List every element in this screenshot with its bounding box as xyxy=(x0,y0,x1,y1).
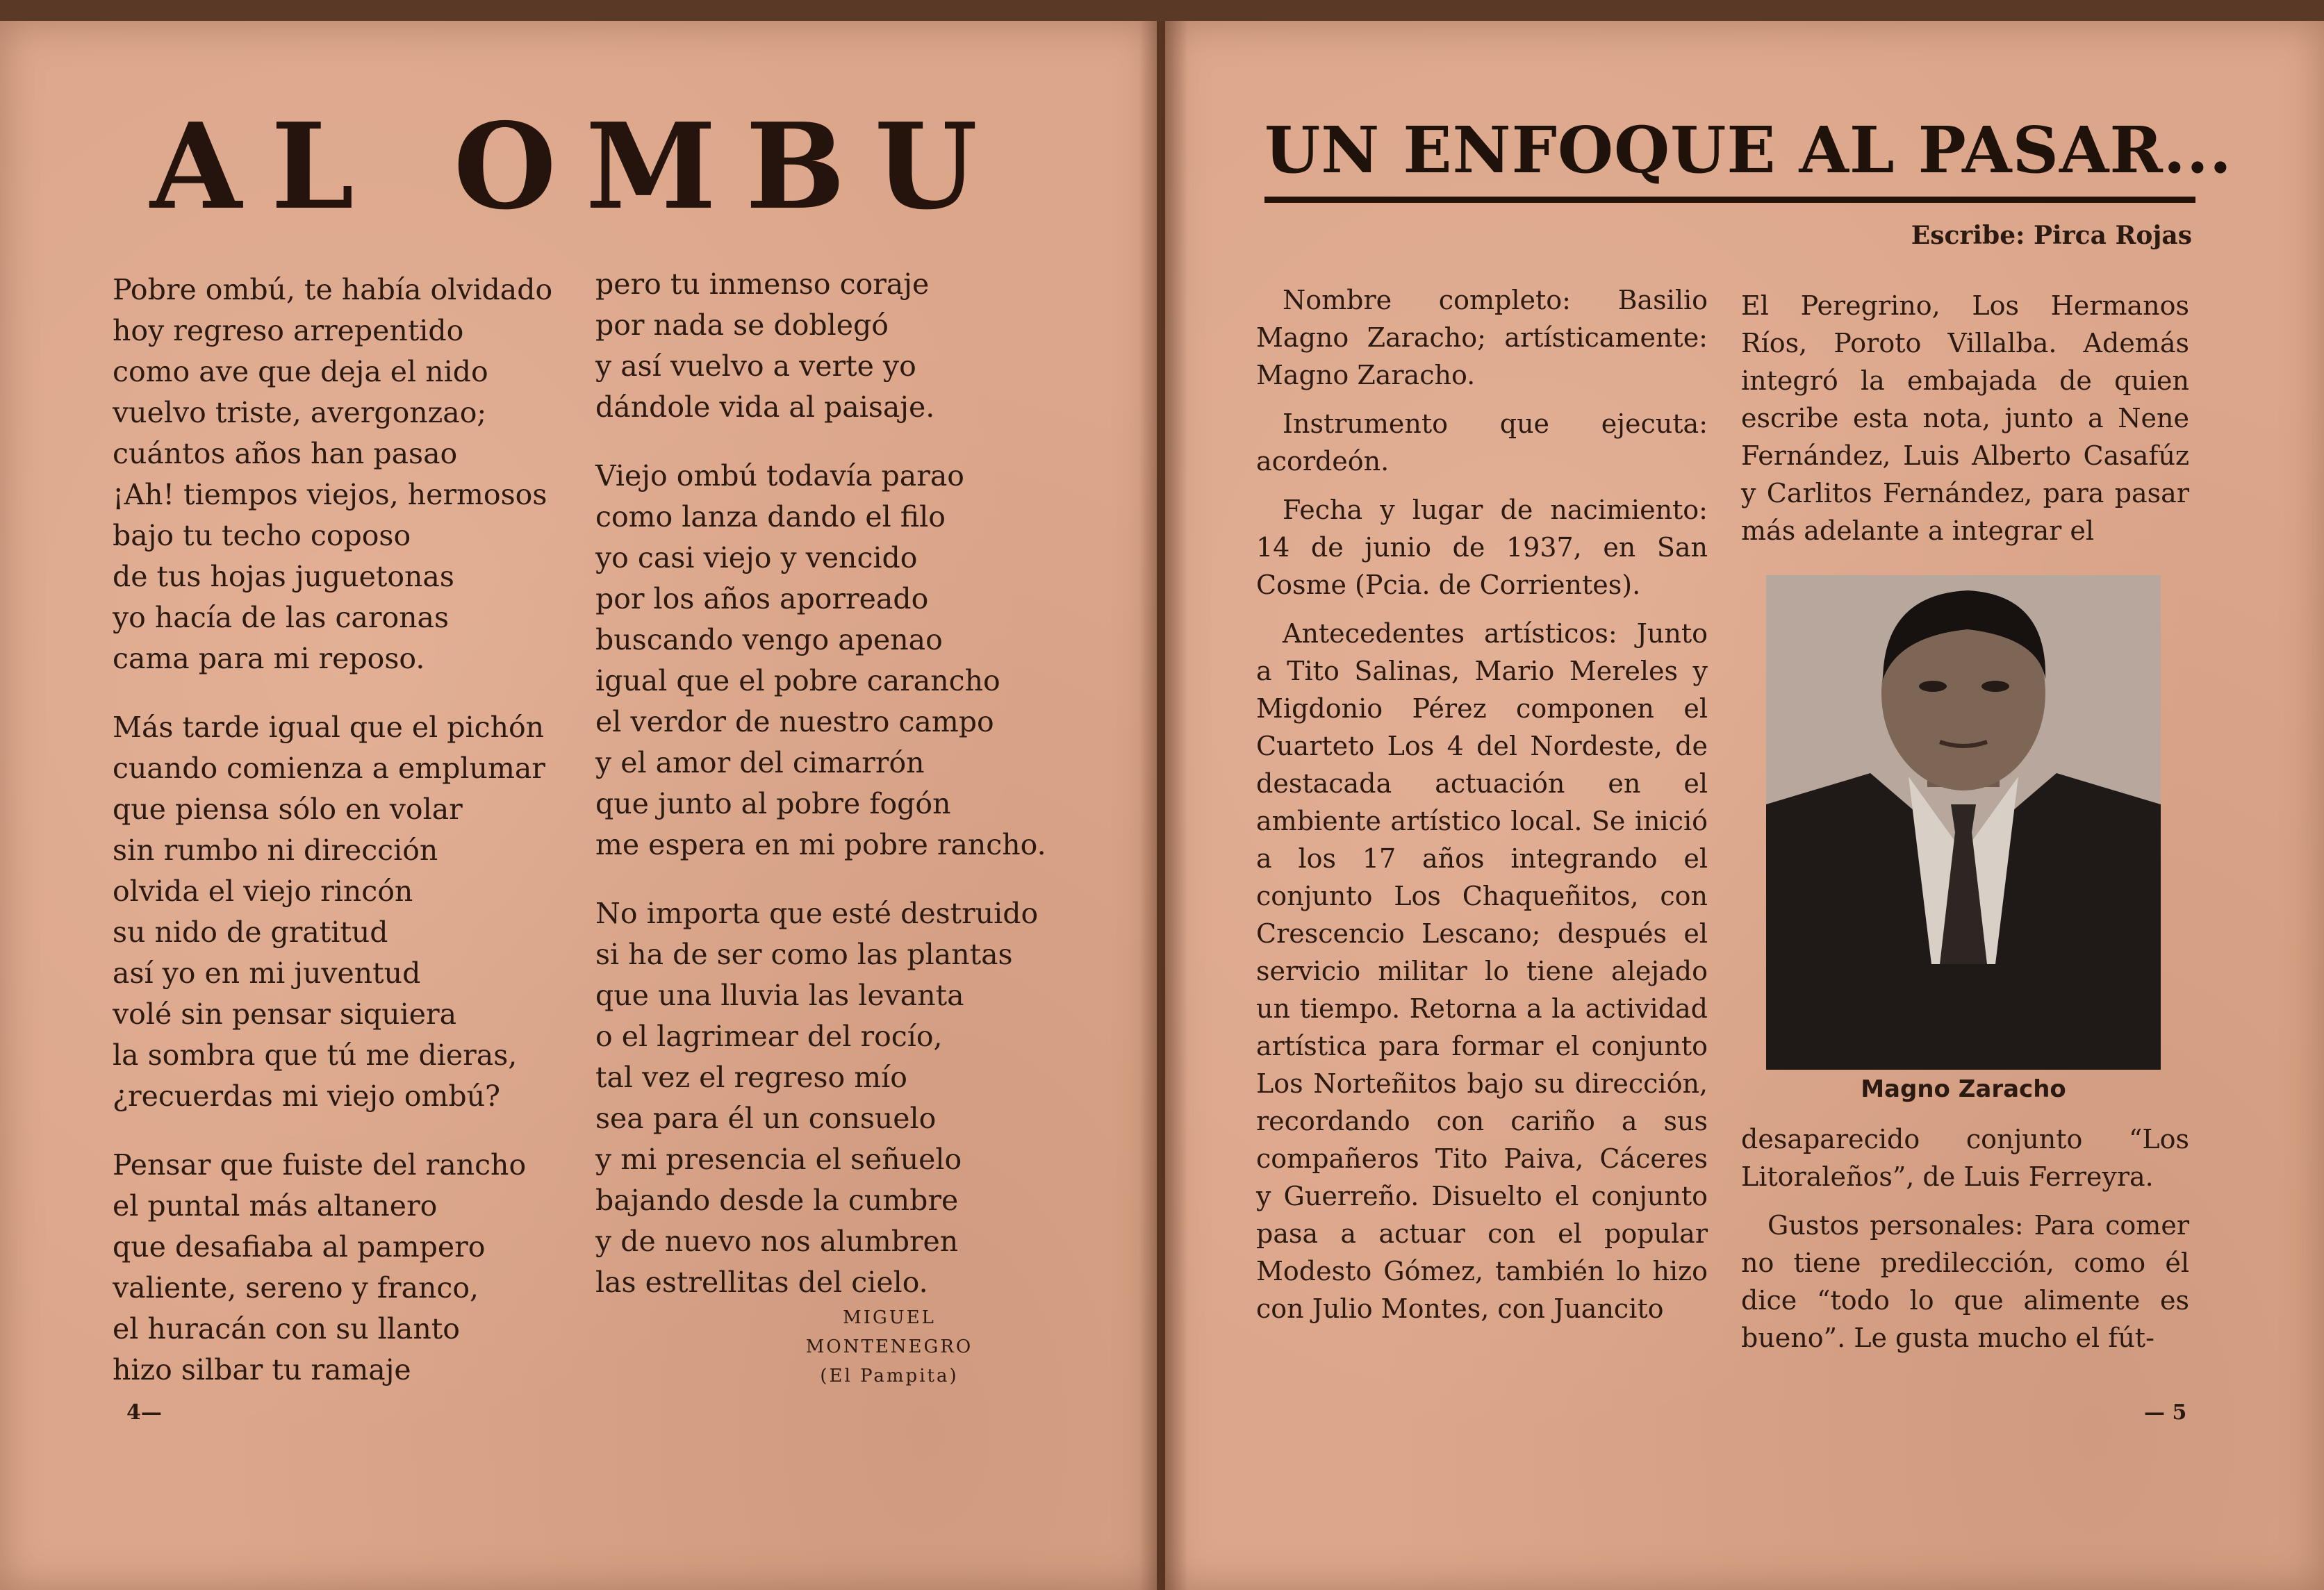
poem-line: Viejo ombú todavía parao xyxy=(595,459,964,492)
title-rule xyxy=(1264,197,2195,203)
article-column-1 xyxy=(1256,281,1708,1339)
article-paragraph: Antecedentes artísticos: Junto a Tito Salinas, Mario Mereles y Migdonio Pérez componen el Cuarteto Los 4 del Nordeste, de destacada actuación en el ambiente artístico local. Se inició a los 17 años integrando el conjunto Los Chaqueñitos, con Crescencio Lescano; después el servicio militar lo tiene alejado un tiempo. Retorna a la actividad artística para formar el conjunto Los Norteñitos bajo su dirección, recordando con cariño a sus compañeros Tito Paiva, Cáceres y Guerreño. Disuelto el conjunto pasa a actuar con el popular Modesto Gómez, también lo hizo con Julio Montes, con Juancito xyxy=(1256,618,1708,1324)
poem-signature xyxy=(785,1303,994,1391)
poem-line: dándole vida al paisaje. xyxy=(595,390,935,424)
poem-line: que junto al pobre fogón xyxy=(595,787,951,820)
article-byline: Escribe: Pirca Rojas xyxy=(1911,221,2192,250)
poem-line: yo hacía de las caronas xyxy=(113,601,450,634)
poem-stanza xyxy=(113,1145,552,1391)
poem-line: Pensar que fuiste del rancho xyxy=(113,1148,527,1182)
poem-line: por los años aporreado xyxy=(595,582,929,615)
poem-line: el puntal más altanero xyxy=(113,1189,438,1223)
poem-title: AL OMBU xyxy=(150,97,1007,236)
portrait-illustration xyxy=(1766,575,2161,1070)
poem-line: cuando comienza a emplumar xyxy=(113,752,545,785)
poem-line: bajo tu techo coposo xyxy=(113,519,411,552)
photo-caption: Magno Zaracho xyxy=(1861,1075,2066,1103)
poem-column-2 xyxy=(595,264,1046,1331)
poem-line: buscando vengo apenao xyxy=(595,623,943,656)
portrait-photo xyxy=(1766,575,2161,1070)
article-paragraph: Nombre completo: Basilio Magno Zaracho; artísticamente: Magno Zaracho. xyxy=(1256,285,1708,390)
poem-stanza xyxy=(595,264,1046,428)
poem-line: como ave que deja el nido xyxy=(113,355,488,388)
poem-line: que piensa sólo en volar xyxy=(113,793,463,826)
book-gutter xyxy=(1139,21,1188,1590)
poem-line: ¿recuerdas mi viejo ombú? xyxy=(113,1079,501,1113)
poem-line: que desafiaba al pampero xyxy=(113,1230,486,1264)
poem-line: las estrellitas del cielo. xyxy=(595,1266,928,1299)
page-number-left: 4— xyxy=(126,1400,162,1425)
poem-line: por nada se doblegó xyxy=(595,308,889,342)
poem-line: tal vez el regreso mío xyxy=(595,1061,907,1094)
poem-line: o el lagrimear del rocío, xyxy=(595,1020,943,1053)
poem-line: el huracán con su llanto xyxy=(113,1312,460,1345)
article-paragraph: El Peregrino, Los Hermanos Ríos, Poroto Villalba. Además integró la embajada de quien escribe esta nota, junto a Nene Fernández, Luis Alberto Casafúz y Carlitos Fernández, para pasar más adelante a integrar el xyxy=(1741,290,2189,546)
poem-line: vuelvo triste, avergonzao; xyxy=(113,396,487,429)
poem-line: cama para mi reposo. xyxy=(113,642,425,675)
poem-line: y el amor del cimarrón xyxy=(595,746,925,779)
poem-line: hoy regreso arrepentido xyxy=(113,314,464,347)
poem-line: ¡Ah! tiempos viejos, hermosos xyxy=(113,478,547,511)
poem-line: valiente, sereno y franco, xyxy=(113,1271,479,1305)
poem-line: No importa que esté destruido xyxy=(595,897,1039,930)
article-paragraph: Gustos personales: Para comer no tiene predilección, como él dice “todo lo que alimente es bueno”. Le gusta mucho el fút- xyxy=(1741,1210,2189,1353)
poem-line: pero tu inmenso coraje xyxy=(595,267,930,301)
poem-line: como lanza dando el filo xyxy=(595,500,946,533)
poem-line: así yo en mi juventud xyxy=(113,957,421,990)
poem-line: si ha de ser como las plantas xyxy=(595,938,1013,971)
article-paragraph: Fecha y lugar de nacimiento: 14 de junio de 1937, en San Cosme (Pcia. de Corrientes). xyxy=(1256,495,1708,600)
poem-line: el verdor de nuestro campo xyxy=(595,705,994,738)
poem-line: y de nuevo nos alumbren xyxy=(595,1225,959,1258)
article-column-2-top xyxy=(1741,287,2189,561)
article-paragraph: desaparecido conjunto “Los Litoraleños”, de Luis Ferreyra. xyxy=(1741,1124,2189,1192)
poem-stanza xyxy=(113,707,552,1117)
poem-line: cuántos años han pasao xyxy=(113,437,458,470)
signature-alias: (El Pampita) xyxy=(820,1366,959,1386)
poem-line: me espera en mi pobre rancho. xyxy=(595,828,1046,861)
poem-line: yo casi viejo y vencido xyxy=(595,541,918,574)
poem-line: sin rumbo ni dirección xyxy=(113,834,438,867)
article-column-2-bottom xyxy=(1741,1120,2189,1368)
poem-line: Más tarde igual que el pichón xyxy=(113,711,545,744)
poem-line: y mi presencia el señuelo xyxy=(595,1143,962,1176)
poem-stanza xyxy=(595,456,1046,866)
poem-line: su nido de gratitud xyxy=(113,916,388,949)
poem-line: la sombra que tú me dieras, xyxy=(113,1038,518,1072)
signature-name: MIGUEL MONTENEGRO xyxy=(805,1307,973,1357)
poem-line: hizo silbar tu ramaje xyxy=(113,1353,411,1386)
poem-line: olvida el viejo rincón xyxy=(113,875,413,908)
poem-line: Pobre ombú, te había olvidado xyxy=(113,273,553,306)
poem-line: que una lluvia las levanta xyxy=(595,979,964,1012)
poem-column-1 xyxy=(113,270,552,1418)
poem-line: sea para él un consuelo xyxy=(595,1102,937,1135)
poem-stanza xyxy=(113,270,552,679)
poem-stanza xyxy=(595,893,1046,1303)
poem-line: bajando desde la cumbre xyxy=(595,1184,959,1217)
article-paragraph: Instrumento que ejecuta: acordeón. xyxy=(1256,408,1708,477)
poem-line: volé sin pensar siquiera xyxy=(113,997,457,1031)
article-title: UN ENFOQUE AL PASAR... xyxy=(1264,113,2232,188)
poem-line: y así vuelvo a verte yo xyxy=(595,349,916,383)
poem-line: de tus hojas juguetonas xyxy=(113,560,454,593)
page-number-right: — 5 xyxy=(2144,1400,2187,1425)
poem-line: igual que el pobre carancho xyxy=(595,664,1000,697)
